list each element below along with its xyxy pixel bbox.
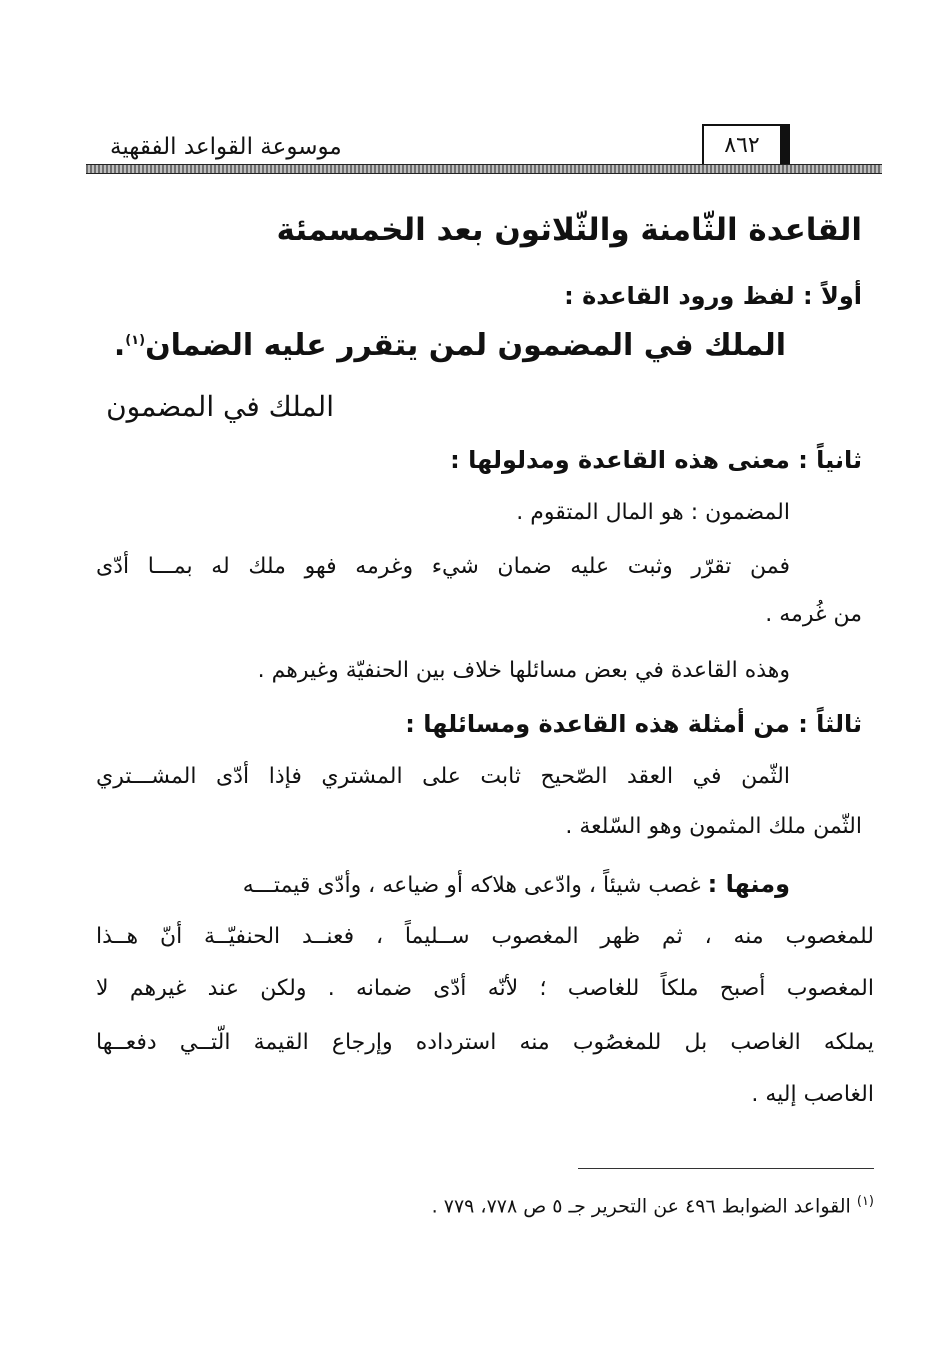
footnote: [432, 1194, 874, 1217]
rule-statement-end: .: [113, 328, 126, 363]
example-2-line-3: المغصوب أصبح ملكاً للغاصب ؛ لأنّه أدّى ضمانه . ولكن عند غيرهم لا: [96, 976, 874, 1001]
example-2-line-5: الغاصب إليه .: [751, 1082, 874, 1107]
section-heading-wording: أولاً : لفظ ورود القاعدة :: [564, 282, 862, 310]
example-2-line-4: يملكه الغاصب بل للمغصُوب منه استرداده وإرجاع القيمة الّتــي دفعــها: [96, 1030, 874, 1055]
running-header: [86, 118, 882, 178]
footnote-ref: (١): [125, 333, 146, 348]
page-number: ٨٦٢: [702, 124, 790, 164]
example-2-line-1: [96, 870, 790, 898]
example-2-lead: ومنها :: [707, 870, 790, 898]
definition-line: المضمون : هو المال المتقوم .: [516, 500, 790, 525]
footnote-text: القواعد الضوابط ٤٩٦ عن التحرير جـ ٥ ص ٧٧٨، ٧٧٩ .: [431, 1195, 851, 1218]
example-1-line-2: الثّمن ملك المثمون وهو السّلعة .: [565, 814, 862, 839]
rule-title: القاعدة الثّامنة والثّلاثون بعد الخمسمئة: [276, 212, 862, 248]
paragraph-1-line-1: فمن تقرّر وثبت عليه ضمان شيء وغرمه فهو ملك له بمـــا أدّى: [96, 554, 790, 579]
header-rule: [86, 164, 882, 174]
paragraph-2: وهذه القاعدة في بعض مسائلها خلاف بين الحنفيّة وغيرهم .: [257, 658, 790, 683]
section-heading-meaning: ثانياً : معنى هذه القاعدة ومدلولها :: [450, 446, 862, 474]
paragraph-1-line-2: من غُرمه .: [765, 602, 862, 627]
footnote-mark: (١): [856, 1194, 874, 1209]
section-heading-examples: ثالثاً : من أمثلة هذه القاعدة ومسائلها :: [405, 710, 862, 738]
example-2-line-2: للمغصوب منه ، ثم ظهر المغصوب ســليماً ، فعنــد الحنفيّــة أنّ هــذا: [96, 924, 874, 949]
example-2-line-1-text: غصب شيئاً ، وادّعى هلاكه أو ضياعه ، وأدّى قيمتـــه: [242, 873, 701, 898]
handwritten-note: الملك في المضمون: [106, 390, 334, 423]
rule-statement-text: الملك في المضمون لمن يتقرر عليه الضمان: [145, 328, 786, 363]
rule-statement: [114, 328, 786, 363]
book-title: موسوعة القواعد الفقهية: [110, 134, 342, 160]
footnote-separator: [578, 1168, 874, 1169]
example-1-line-1: الثّمن في العقد الصّحيح ثابت على المشتري فإذا أدّى المشـــتري: [96, 764, 790, 789]
